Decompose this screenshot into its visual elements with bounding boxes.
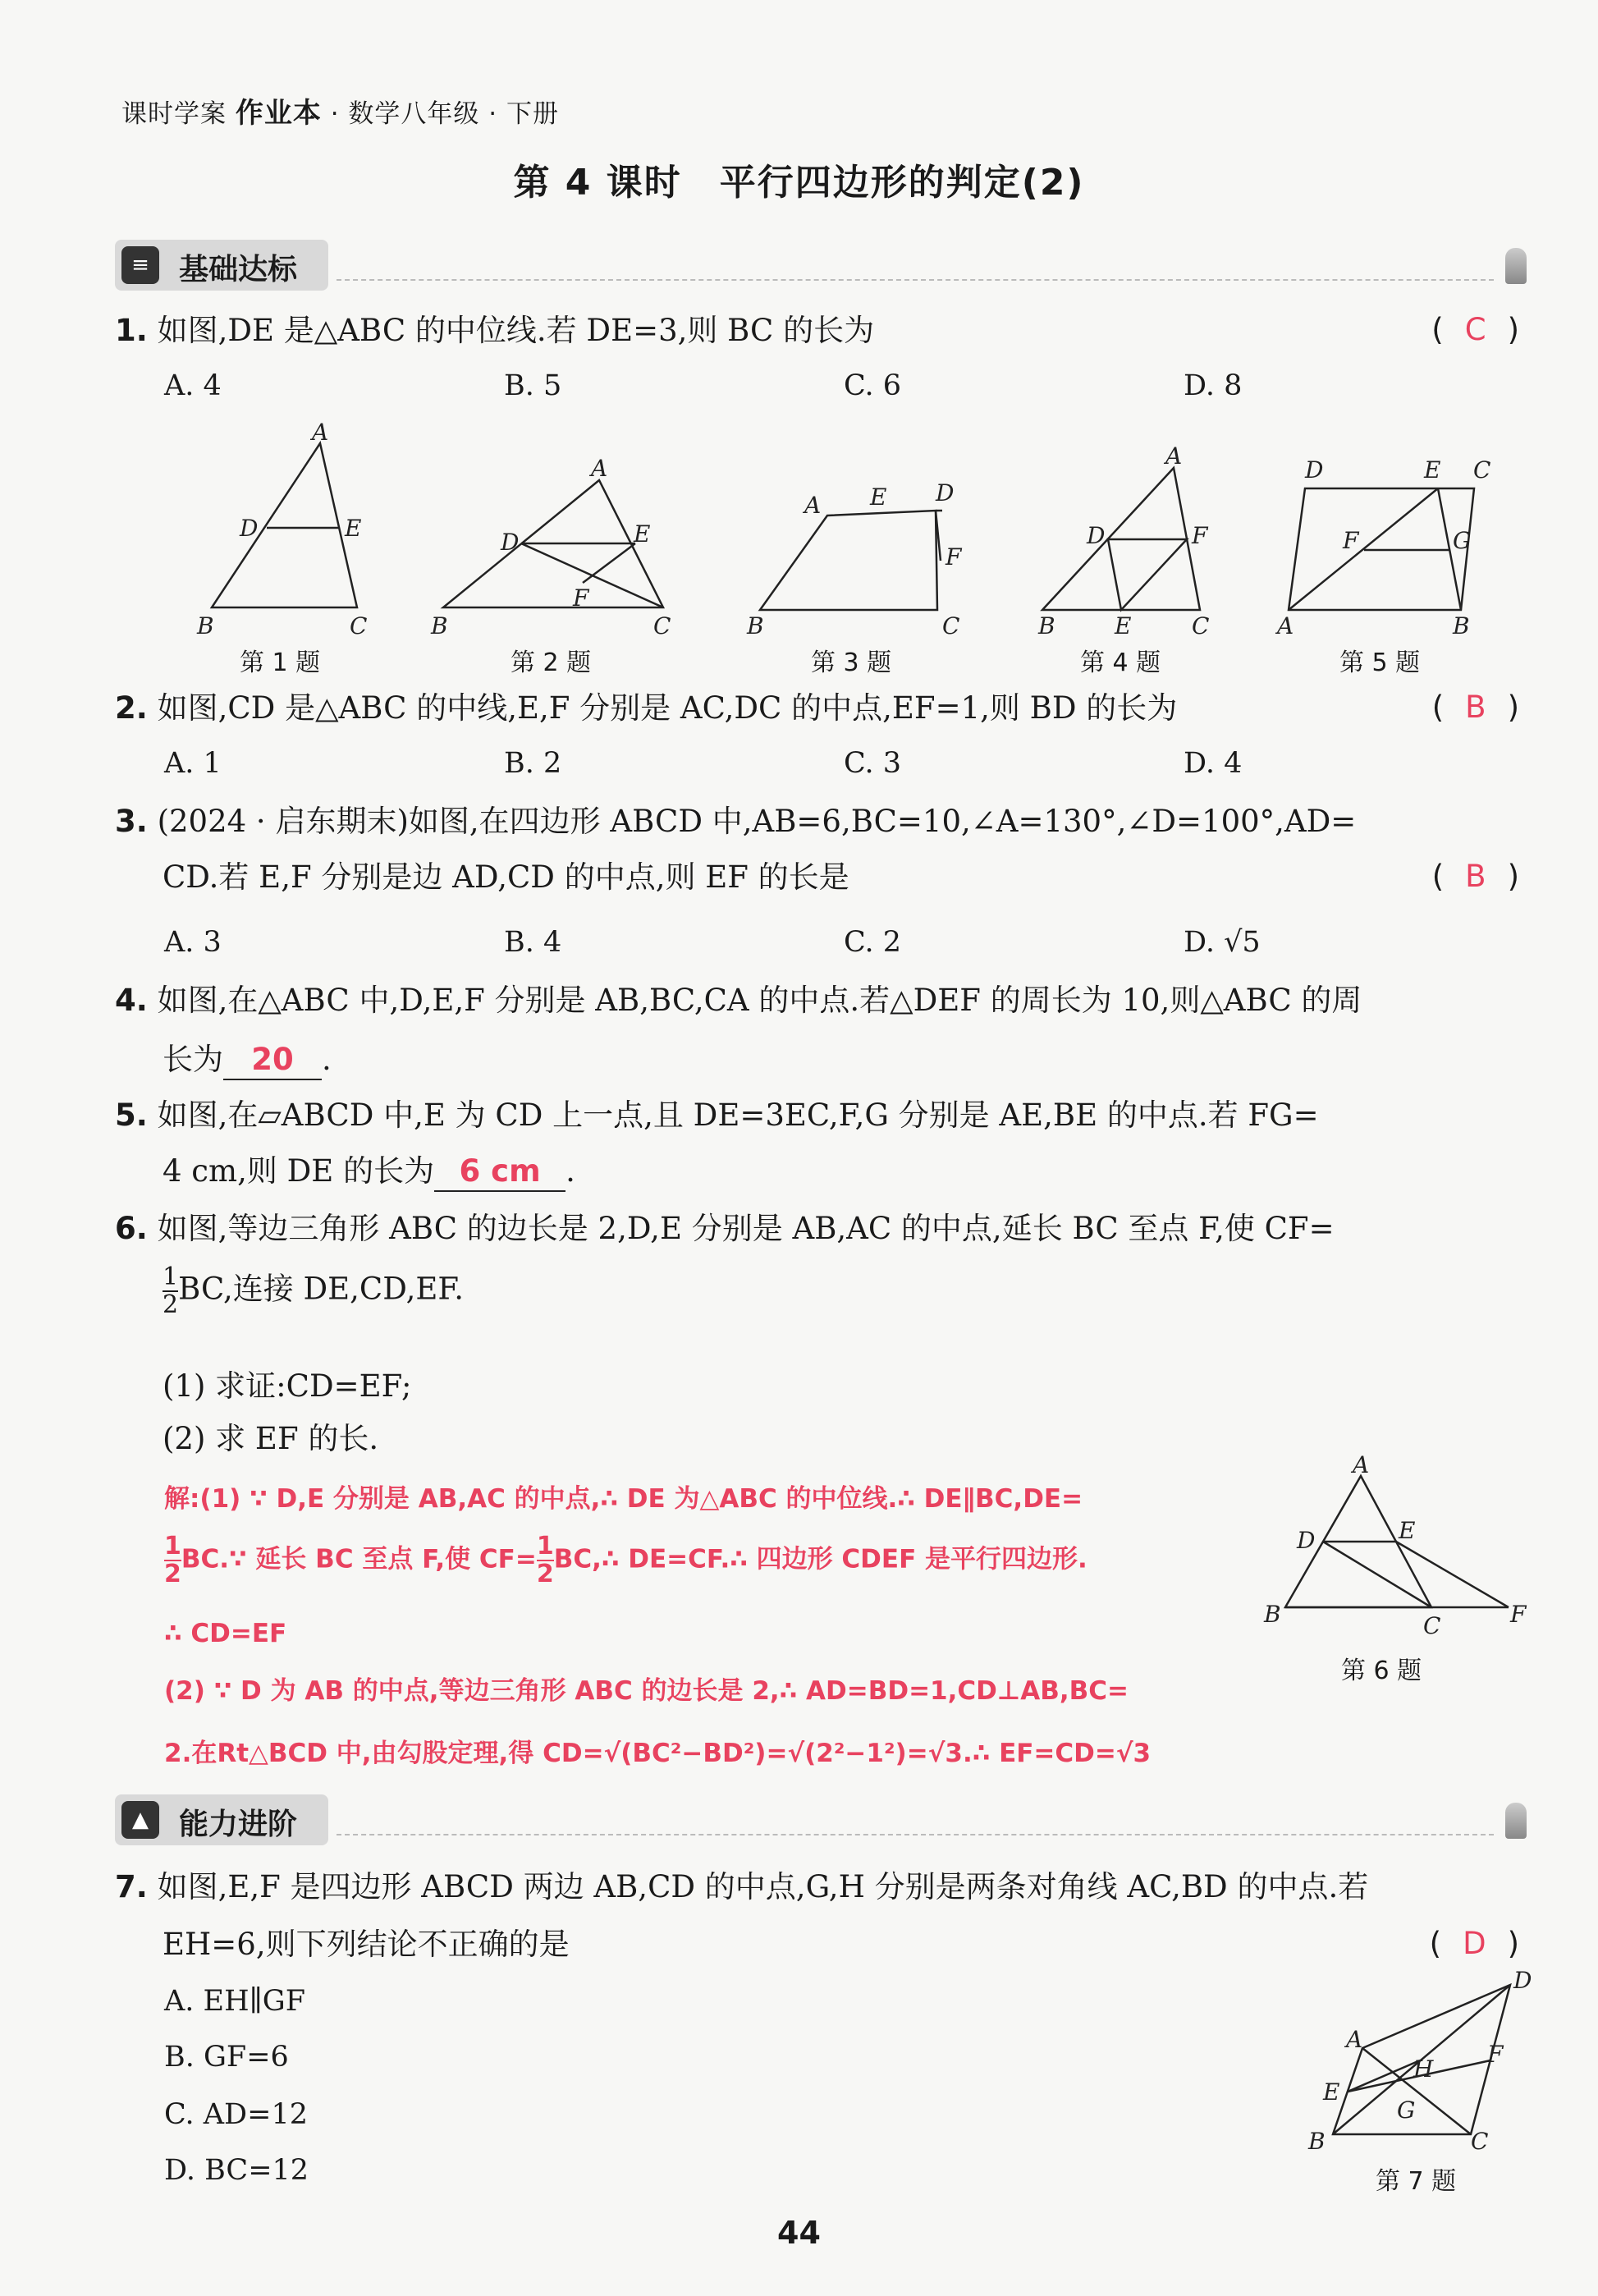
svg-text:A: A [804, 492, 822, 519]
svg-text:E: E [1115, 612, 1132, 639]
svg-text:A: A [1277, 612, 1294, 639]
svg-text:F: F [946, 543, 962, 571]
svg-text:C: C [350, 612, 368, 639]
figure-3-caption: 第 3 题 [811, 648, 892, 677]
answer-3: ( B ) [1431, 859, 1519, 894]
page-title: 第 4 课时 平行四边形的判定(2) [513, 162, 1085, 204]
question-1: 1. 如图,DE 是△ABC 的中位线.若 DE=3,则 BC 的长为 [115, 313, 875, 348]
question-6-part1: (1) 求证:CD=EF; [163, 1368, 412, 1404]
svg-text:E: E [634, 520, 651, 548]
figure-2-caption: 第 2 题 [511, 648, 592, 677]
svg-text:D: D [936, 479, 955, 506]
ink-bottle-icon [1505, 1803, 1527, 1839]
question-5-line2: 4 cm,则 DE 的长为 6 cm . [163, 1153, 575, 1192]
book-header: 课时学案 作业本 · 数学八年级 · 下册 [121, 97, 559, 130]
svg-text:B: B [1453, 612, 1470, 639]
svg-text:E: E [870, 483, 887, 511]
svg-text:B: B [431, 612, 448, 639]
svg-text:D: D [240, 515, 259, 542]
svg-text:F: F [1510, 1601, 1527, 1628]
svg-text:E: E [1424, 456, 1441, 483]
svg-text:A: A [1353, 1453, 1370, 1478]
answer-7: ( D ) [1429, 1926, 1519, 1961]
svg-text:D: D [1087, 522, 1106, 549]
book-icon: ≡ [121, 246, 159, 284]
question-7: 7. 如图,E,F 是四边形 ABCD 两边 AB,CD 的中点,G,H 分别是两条对角线 AC,BD 的中点.若 [115, 1869, 1369, 1904]
svg-text:C: C [1423, 1612, 1441, 1639]
answer-1: ( C ) [1431, 312, 1519, 347]
solution-6-line3: ∴ CD=EF [164, 1619, 287, 1648]
figure-7 [1297, 1970, 1543, 2167]
svg-text:C: C [653, 612, 671, 639]
figure-5-caption: 第 5 题 [1339, 648, 1421, 677]
options-7: A. EH∥GF B. GF=6 C. AD=12 D. BC=12 [164, 1985, 309, 2187]
svg-text:C: C [942, 612, 960, 639]
ink-bottle-icon [1505, 248, 1527, 284]
solution-6-line1: 解:(1) ∵ D,E 分别是 AB,AC 的中点,∴ DE 为△ABC 的中位线.∴ DE∥BC,DE= [164, 1484, 1083, 1514]
svg-text:A: A [312, 419, 329, 446]
svg-text:F: F [573, 584, 589, 612]
page-number: 44 [777, 2215, 821, 2251]
section-advanced: ▲ 能力进阶 [115, 1794, 1527, 1845]
svg-text:E: E [1323, 2078, 1340, 2106]
question-4-line2: 长为 20 . [163, 1041, 332, 1080]
figure-3 [746, 479, 963, 639]
question-6-part2: (2) 求 EF 的长. [163, 1421, 379, 1456]
question-3: 3. (2024 · 启东期末)如图,在四边形 ABCD 中,AB=6,BC=10,∠A=130°,∠D=100°,AD= [115, 804, 1357, 839]
question-4: 4. 如图,在△ABC 中,D,E,F 分别是 AB,BC,CA 的中点.若△DEF 的周长为 10,则△ABC 的周 [115, 983, 1362, 1018]
svg-text:A: A [591, 455, 608, 482]
answer-2: ( B ) [1431, 690, 1519, 725]
svg-text:D: D [501, 529, 520, 556]
solution-6-line2: $\frac{1}{2}$ BC.∵ 延长 BC 至点 F,使 CF= $\frac{1}{2}$ BC,∴ DE=CF.∴ 四边形 CDEF 是平行四边形. [164, 1532, 1087, 1588]
svg-text:B: B [1038, 612, 1055, 639]
question-2: 2. 如图,CD 是△ABC 的中线,E,F 分别是 AC,DC 的中点,EF=1,则 BD 的长为 [115, 690, 1178, 726]
svg-text:E: E [1399, 1517, 1416, 1544]
svg-text:D: D [1513, 1970, 1532, 1994]
svg-text:B: B [747, 612, 764, 639]
svg-text:H: H [1413, 2055, 1434, 2083]
question-3-line2: CD.若 E,F 分别是边 AD,CD 的中点,则 EF 的长是 [163, 859, 849, 895]
svg-text:D: D [1297, 1527, 1316, 1554]
svg-text:G: G [1453, 527, 1472, 554]
figure-7-caption: 第 7 题 [1376, 2167, 1457, 2196]
figure-6-caption: 第 6 题 [1341, 1657, 1422, 1685]
svg-text:G: G [1397, 2097, 1416, 2124]
svg-text:C: C [1192, 612, 1210, 639]
svg-text:B: B [197, 612, 214, 639]
question-5: 5. 如图,在▱ABCD 中,E 为 CD 上一点,且 DE=3EC,F,G 分别是 AE,BE 的中点.若 FG= [115, 1098, 1319, 1133]
figure-4 [1037, 442, 1209, 639]
svg-text:C: C [1471, 2128, 1489, 2155]
svg-text:B: B [1308, 2128, 1326, 2155]
question-7-line2: EH=6,则下列结论不正确的是 [163, 1927, 570, 1962]
solution-6-line4: (2) ∵ D 为 AB 的中点,等边三角形 ABC 的边长是 2,∴ AD=BD=1,CD⊥AB,BC= [164, 1676, 1129, 1706]
figure-6 [1256, 1453, 1535, 1650]
svg-text:B: B [1264, 1601, 1281, 1628]
rocket-icon: ▲ [121, 1801, 159, 1839]
figure-1 [196, 419, 367, 639]
question-6: 6. 如图,等边三角形 ABC 的边长是 2,D,E 分别是 AB,AC 的中点,延长 BC 至点 F,使 CF= [115, 1211, 1335, 1246]
figure-1-caption: 第 1 题 [240, 648, 321, 677]
answer-5: 6 cm [434, 1153, 565, 1192]
section-basic: ≡ 基础达标 [115, 240, 1527, 291]
figure-5 [1275, 456, 1490, 639]
svg-text:F: F [1343, 527, 1359, 554]
svg-text:F: F [1487, 2041, 1504, 2068]
svg-text:A: A [1165, 442, 1183, 470]
svg-text:D: D [1305, 456, 1324, 483]
figure-4-caption: 第 4 题 [1080, 648, 1161, 677]
svg-text:C: C [1473, 456, 1491, 483]
question-6-line2: $\frac{1}{2}$ BC,连接 DE,CD,EF. [163, 1263, 465, 1319]
svg-text:A: A [1346, 2026, 1363, 2053]
figures-row [189, 419, 1535, 665]
answer-4: 20 [223, 1041, 322, 1080]
solution-6-line5: 2.在Rt△BCD 中,由勾股定理,得 CD=√(BC²−BD²)=√(2²−1²)=√3.∴ EF=CD=√3 [164, 1739, 1152, 1768]
svg-text:F: F [1192, 522, 1208, 549]
svg-text:E: E [345, 515, 362, 542]
figure-2 [430, 455, 671, 639]
